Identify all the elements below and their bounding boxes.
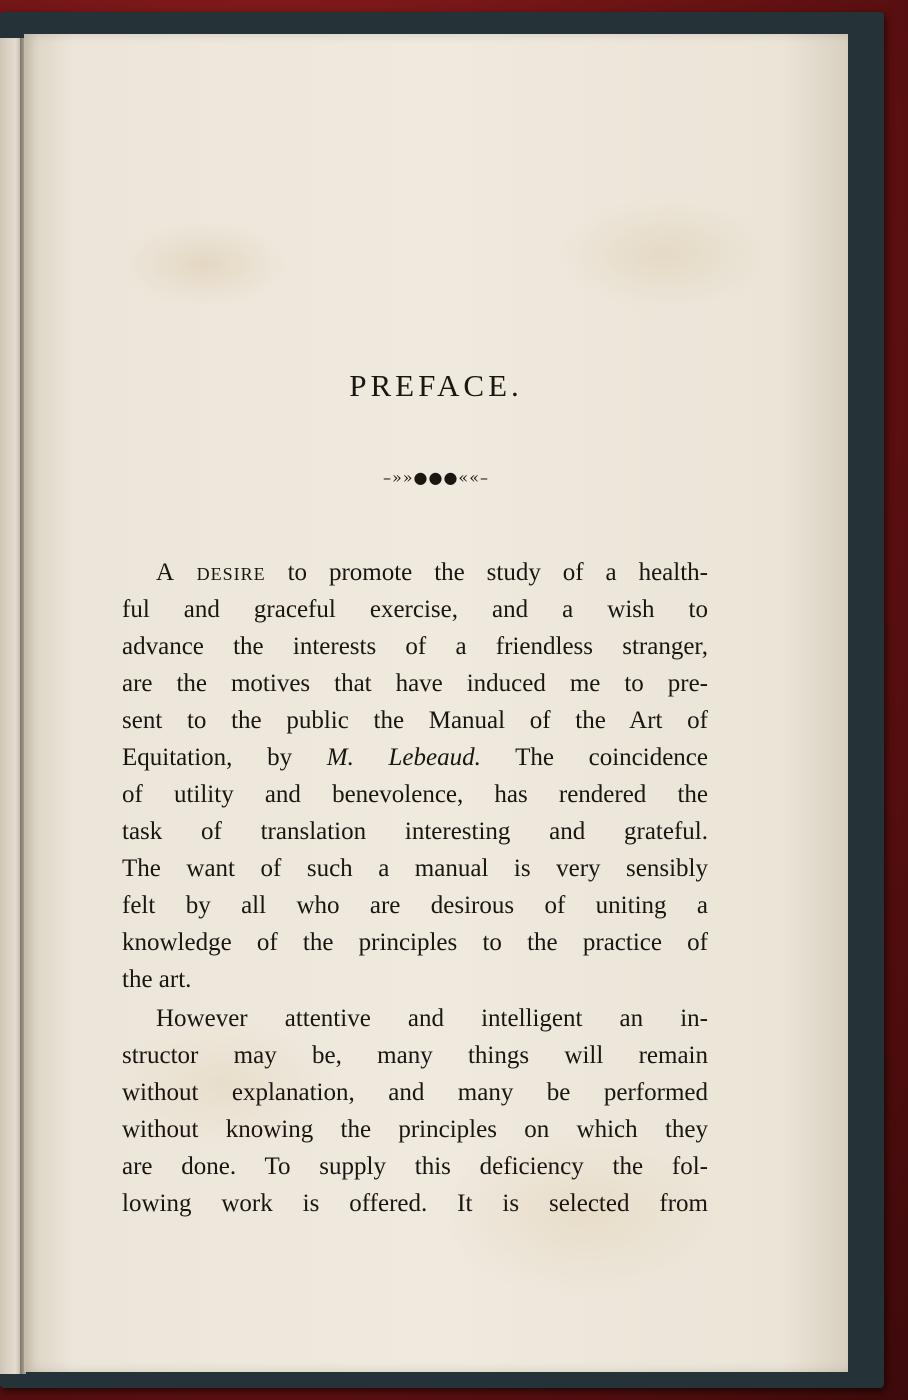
small-caps-opening: A desire <box>156 559 266 586</box>
text-line: felt by all who are desirous of uniting a <box>122 892 708 919</box>
text-line: of utility and benevolence, has rendered the <box>122 781 708 808</box>
text-line: Equitation, by M. Lebeaud. The coincidence <box>122 744 708 771</box>
text-line: task of translation interesting and grateful. <box>122 818 708 845</box>
body-text <box>122 554 708 1222</box>
text-line: However attentive and intelligent an in- <box>156 1005 708 1032</box>
text-line: the art. <box>122 966 192 993</box>
text-line: are the motives that have induced me to pre- <box>122 670 708 697</box>
text-line: ful and graceful exercise, and a wish to <box>122 596 708 623</box>
paragraph-1 <box>122 554 708 998</box>
book-page <box>24 34 848 1372</box>
text-line: structor may be, many things will remain <box>122 1042 708 1069</box>
paragraph-2 <box>122 1000 708 1222</box>
ornament-divider-icon: –»»●●●««– <box>382 468 490 487</box>
text-line: are done. To supply this deficiency the fol- <box>122 1153 708 1180</box>
text-line: sent to the public the Manual of the Art of <box>122 707 708 734</box>
text-line: advance the interests of a friendless stranger, <box>122 633 708 660</box>
text-line: A desire to promote the study of a health- <box>156 559 708 586</box>
text-line: lowing work is offered. It is selected from <box>122 1190 708 1217</box>
text-line: without knowing the principles on which they <box>122 1116 708 1143</box>
page-heading: PREFACE. <box>349 368 523 403</box>
text-line: knowledge of the principles to the practice of <box>122 929 708 956</box>
text-line: without explanation, and many be performed <box>122 1079 708 1106</box>
author-name: M. Lebeaud. <box>326 744 481 771</box>
text-line: The want of such a manual is very sensibly <box>122 855 708 882</box>
left-page-edge <box>0 38 22 1374</box>
